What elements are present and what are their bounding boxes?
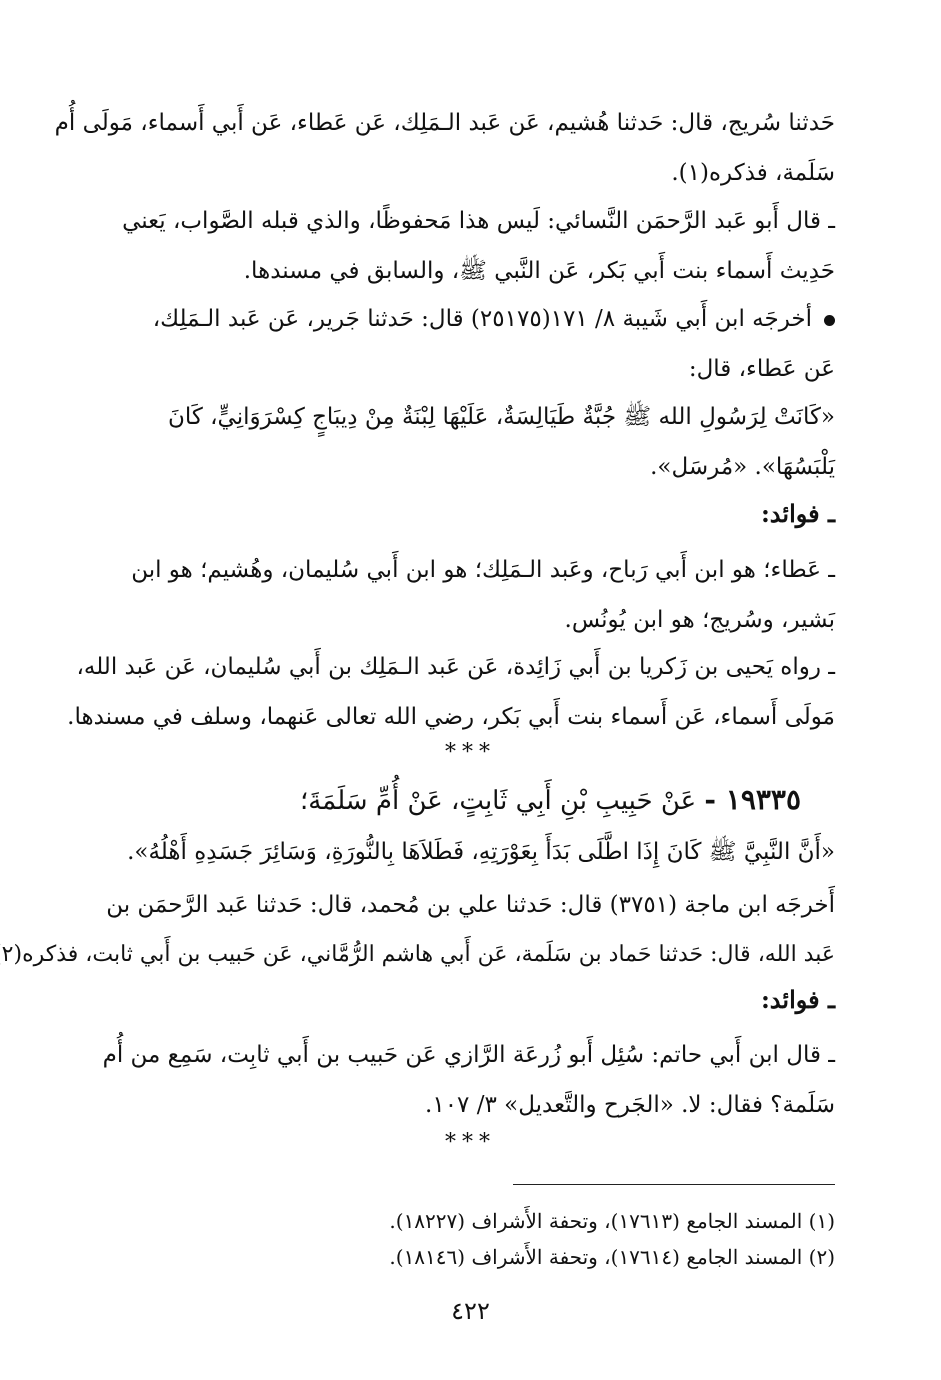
footnote-divider (513, 1184, 835, 1185)
hadith-title: عَنْ حَبِيبِ بْنِ أَبِي ثَابِتٍ، عَنْ أُمِّ سَلَمَةَ؛ (299, 786, 697, 816)
hadith-number: ١٩٣٣٥ - (704, 783, 801, 816)
text-line: سَلَمة، فذكره(١). (671, 160, 835, 186)
text-line: ـ قال أَبو عَبد الرَّحمَن النَّسائي: لَيس هذا مَحفوظًا، والذي قبله الصَّواب، يَعني (122, 208, 835, 234)
paragraph-ibn-abi-shayba (106, 294, 835, 394)
text-line: «كَانَتْ لِرَسُولِ الله ﷺ جُبَّةٌ طَيَالِسَةٌ، عَلَيْهَا لِبْنَةٌ مِنْ دِيبَاجٍ كِسْرَوَانِيٍّ، كَانَ (167, 404, 835, 430)
paragraph-hadith-matn (106, 392, 835, 492)
section-heading-fawaid: ـ فوائد: (760, 499, 835, 528)
footnote-2: (٢) المسند الجامع (١٧٦١٤)، وتحفة الأَشراف (١٨١٤٦). (389, 1245, 835, 1269)
text-line: أَخرجَه ابن ماجة (٣٧٥١) قال: حَدثنا علي بن مُحمد، قال: حَدثنا عَبد الرَّحمَن بن (106, 892, 835, 918)
text-line: مَولَى أَسماء، عَن أَسماء بنت أَبي بَكر، رضي الله تعالى عَنهما، وسلف في مسندها. (67, 704, 835, 730)
text-line: عَن عَطاء، قال: (688, 356, 835, 382)
paragraph-ibn-majah (1, 880, 835, 980)
text-line: ـ رواه يَحيى بن زَكريا بن أَبي زَائِدة، عَن عَبد الـمَلِك بن أَبي سُليمان، عَن عَبد الله، (76, 654, 835, 680)
text-line: يَلْبَسُهَا». «مُرسَل». (650, 454, 835, 480)
separator-stars: *** (445, 1130, 496, 1155)
text-line: سَلَمة؟ فقال: لا. «الجَرح والتَّعديل» ٣/ ١٠٧. (425, 1092, 835, 1118)
hadith-text: «أَنَّ النَّبِيَّ ﷺ كَانَ إِذَا اطَّلَى بَدَأَ بِعَوْرَتِهِ، فَطَلاَهَا بِالنُّورَةِ، وَسَائِرَ جَسَدِهِ أَهْلُهُ». (127, 839, 835, 865)
hadith-heading (101, 780, 801, 821)
paragraph-narrators (106, 545, 835, 645)
paragraph-isnad (54, 98, 835, 198)
paragraph-ibn-abi-hatim (102, 1030, 835, 1130)
text-line: بَشير، وسُريج؛ هو ابن يُونُس. (564, 607, 835, 633)
page-number: ٤٢٢ (451, 1297, 490, 1325)
paragraph-nasai-comment (106, 196, 835, 296)
text-line: ـ عَطاء؛ هو ابن أَبي رَباح، وعَبد الـمَلِك؛ هو ابن أَبي سُليمان، وهُشيم؛ هو ابن (131, 557, 835, 583)
text-line: ـ قال ابن أَبي حاتم: سُئِل أَبو زُرعَة الرَّازي عَن حَبيب بن أَبي ثابِت، سَمِع من أُم (102, 1042, 835, 1068)
text-line: عَبد الله، قال: حَدثنا حَماد بن سَلَمة، عَن أَبي هاشم الرُّمَّاني، عَن حَبيب بن أَبي ثابت، فذكره(٢ (1, 942, 835, 967)
paragraph-riwaya (67, 642, 835, 742)
footnote-1: (١) المسند الجامع (١٧٦١٣)، وتحفة الأَشراف (١٨٢٢٧). (389, 1209, 835, 1233)
section-heading-fawaid: ـ فوائد: (760, 985, 835, 1014)
text-line: أخرجَه ابن أَبي شَيبة ٨/ ١٧١(٢٥١٧٥) قال: حَدثنا جَرير، عَن عَبد الـمَلِك، (106, 294, 835, 344)
separator-stars: *** (445, 740, 496, 765)
text-line: حَدثنا سُريج، قال: حَدثنا هُشيم، عَن عَبد الـمَلِك، عَن عَطاء، عَن أَبي أَسماء، مَولَى أُم (54, 110, 835, 136)
text-line: حَدِيث أَسماء بنت أَبي بَكر، عَن النَّبي ﷺ، والسابق في مسندها. (243, 258, 835, 284)
bullet-icon (824, 315, 835, 326)
